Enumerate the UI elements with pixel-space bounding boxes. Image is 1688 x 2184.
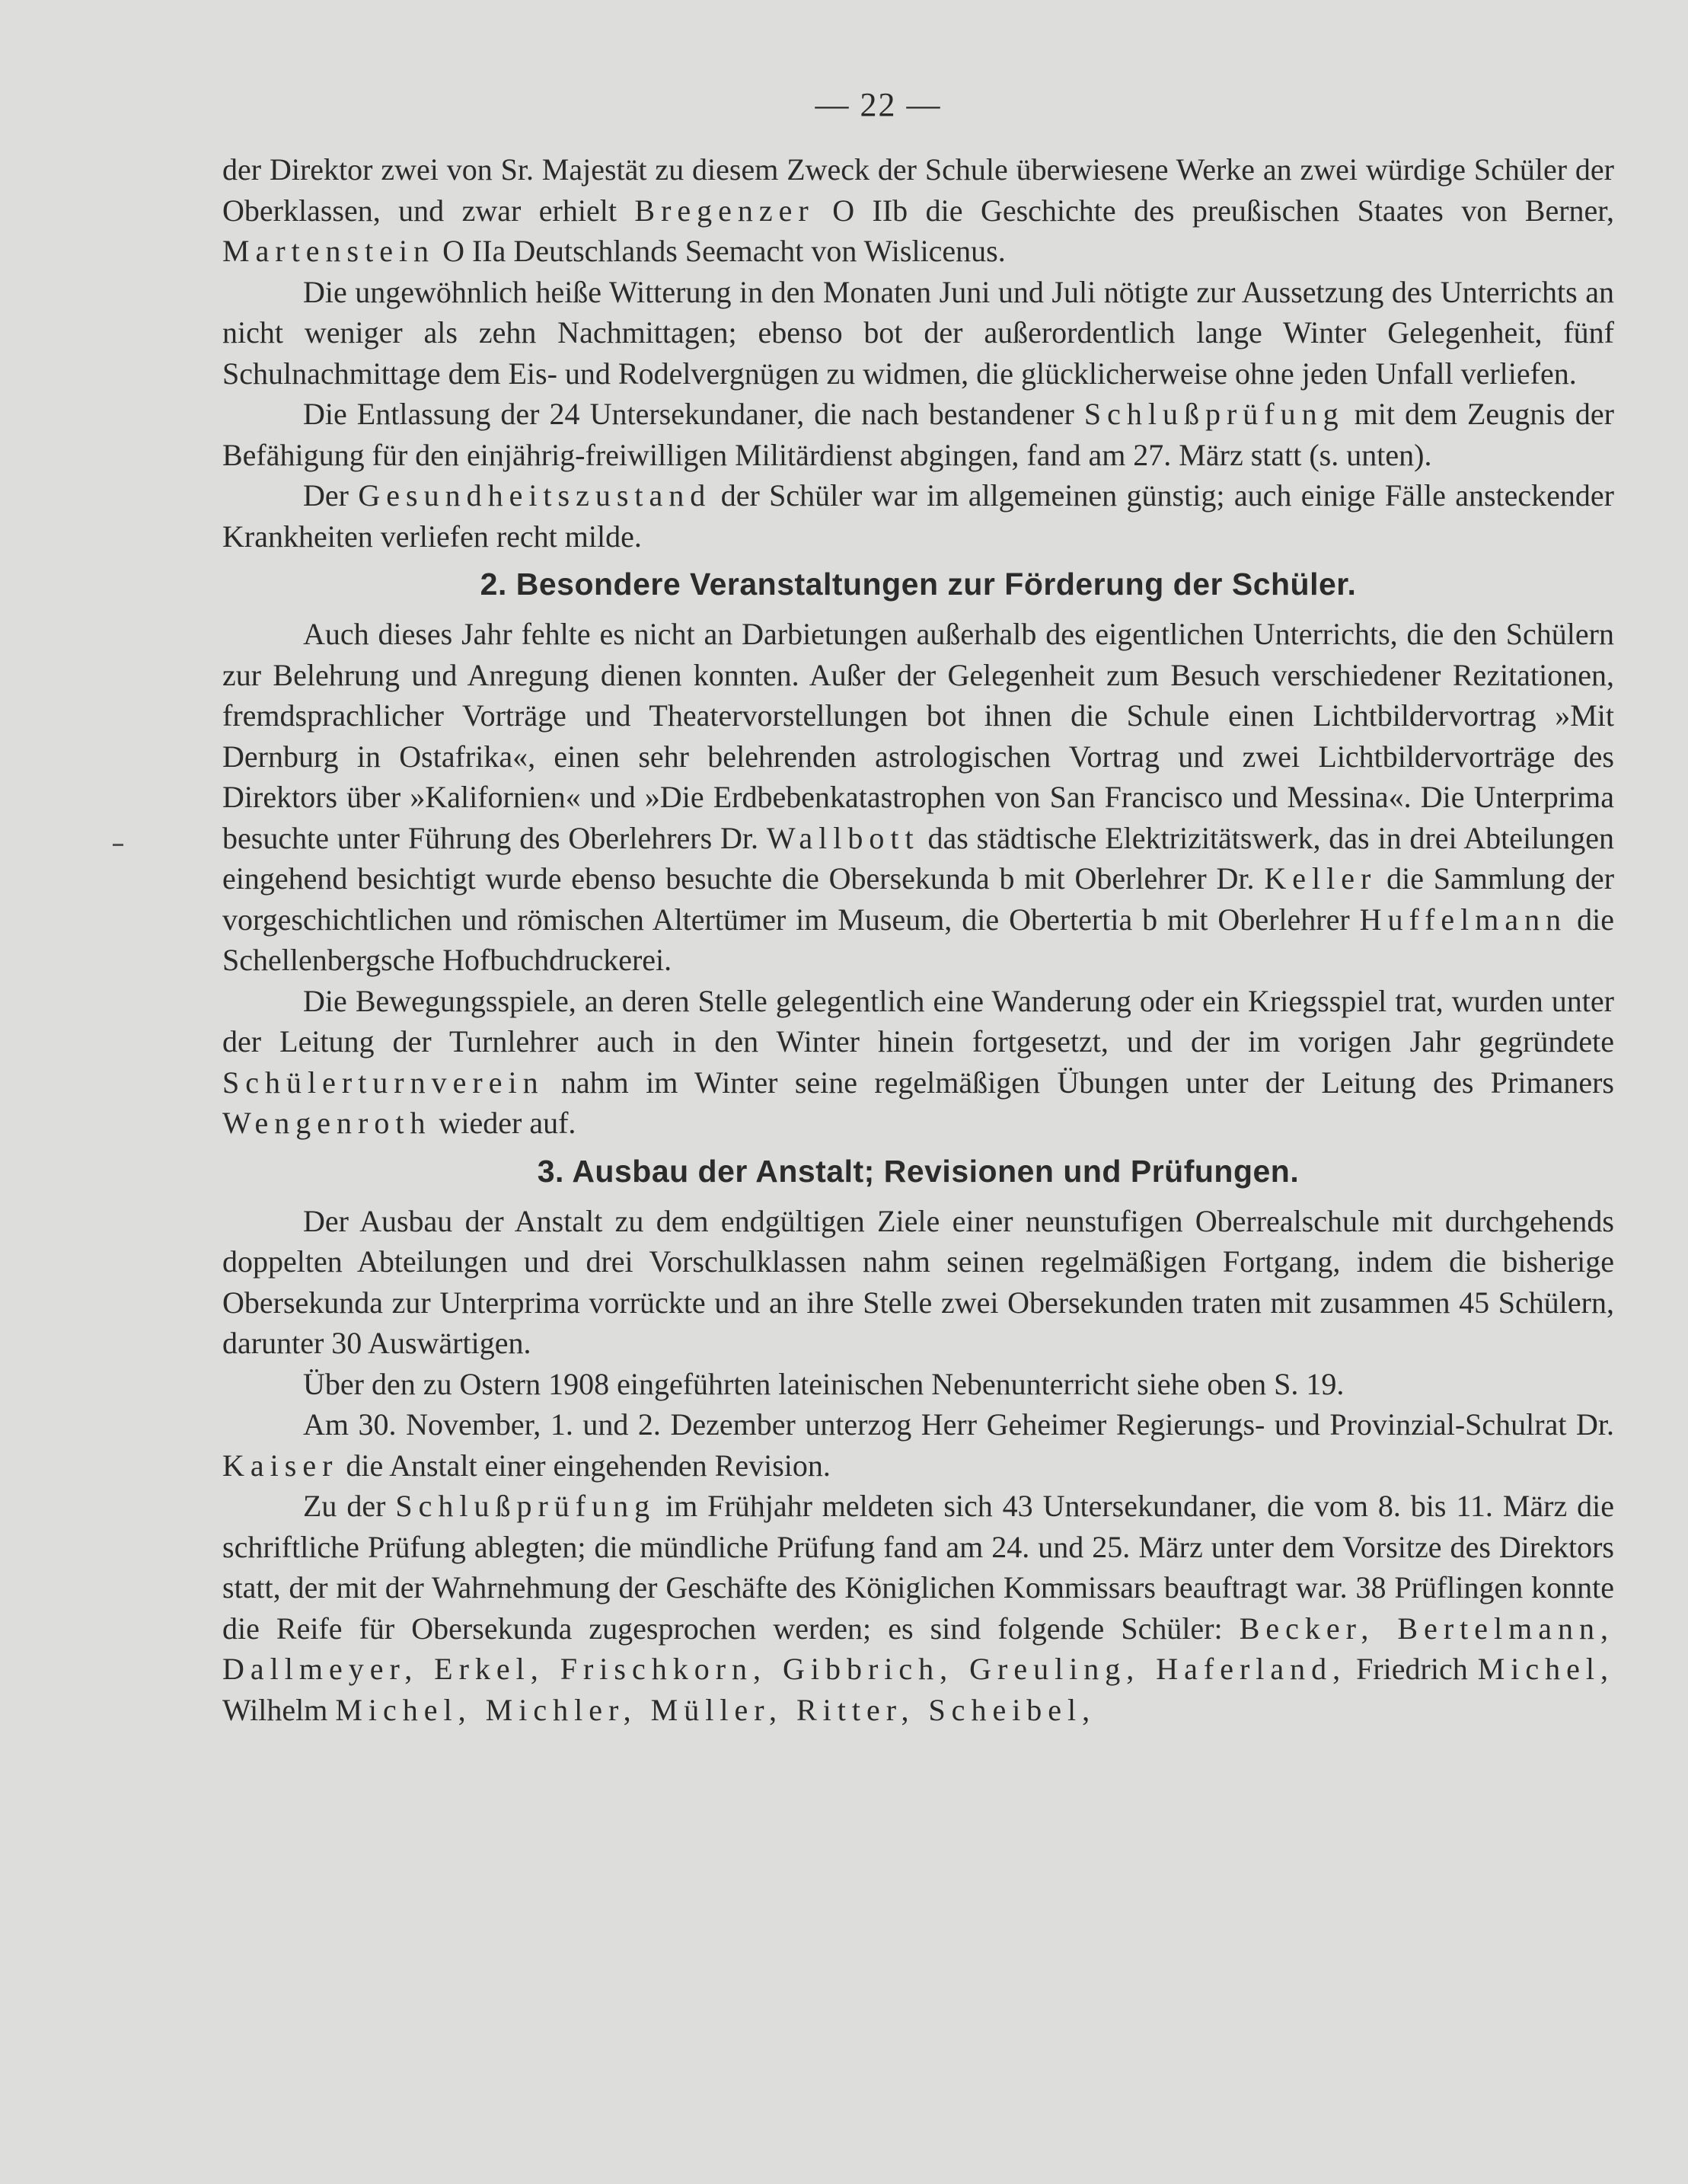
spaced-name: Kaiser — [222, 1448, 339, 1483]
spaced-name: Keller — [1264, 861, 1377, 896]
section-3-heading: 3. Ausbau der Anstalt; Revisionen und Prüfungen. — [537, 1153, 1300, 1189]
page-content — [222, 149, 1614, 1730]
text-run: die Sammlung der vorgeschichtlichen und römischen Altertümer im Museum, die Obertertia b mit Oberlehrer — [222, 861, 1615, 937]
paragraph — [222, 1201, 1614, 1364]
text-run: die Schellenbergsche Hofbuchdruckerei. — [222, 902, 1614, 977]
text-run: O IIb die Geschichte des preußischen Staates von Berner, — [814, 193, 1614, 228]
margin-mark — [113, 844, 123, 846]
section-2-heading: 2. Besondere Veranstaltungen zur Förderung der Schüler. — [480, 567, 1357, 602]
text-run: nahm im Winter seine regelmäßigen Übungen unter der Leitung des Primaners — [544, 1065, 1614, 1100]
text-run: mit dem Zeugnis der Befähigung für den einjährig-freiwilligen Militärdienst abgingen, fand am 27. März statt (s. unten). — [222, 397, 1615, 472]
text-run: Die Bewegungsspiele, an deren Stelle gelegentlich eine Wanderung oder ein Kriegsspiel trat, wurden unter der Leitung der Turnlehrer auch in den Winter hinein fortgesetzt, und der im vorigen Jahr gegründete — [222, 983, 1614, 1058]
paragraph — [222, 614, 1614, 981]
text-run: Auch dieses Jahr fehlte es nicht an Darbietungen außerhalb des eigentlichen Unterrichts, die den Schülern zur Belehrung und Anregung dienen konnten. Außer der Gelegenheit zum Besuch verschiedener Rezitationen, fremdsprachlicher Vorträge und Theatervorstellungen bot ihnen die Schule einen Lichtbildervortrag »Mit Dernburg in Ostafrika«, einen sehr belehrenden astrologischen Vortrag und zwei Lichtbildervorträge des Direktors über »Kalifornien« und »Die Erdbebenkatastrophen von San Francisco und Messina«. Die Unterprima besuchte unter Führung des Oberlehrers Dr. — [222, 617, 1614, 855]
spaced-name: Schlußprüfung — [1083, 397, 1345, 431]
spaced-name: Huffelmann — [1359, 902, 1568, 937]
section-3-body — [222, 1201, 1614, 1731]
paragraph — [222, 981, 1614, 1144]
paragraph — [222, 1364, 1614, 1405]
section-2-body — [222, 614, 1614, 1144]
spaced-name: Michel, — [1477, 1652, 1614, 1686]
text-run: Der — [303, 478, 359, 512]
text-run: Wilhelm — [222, 1692, 336, 1727]
text-run: O IIa Deutschlands Seemacht von Wislicenus. — [435, 234, 1006, 268]
paragraph — [222, 1486, 1614, 1730]
spaced-name: Martenstein — [222, 234, 436, 268]
text-run: im Frühjahr meldeten sich 43 Untersekundaner, die vom 8. bis 11. März die schriftliche Prüfung ablegten; die mündliche Prüfung fand am 24. und 25. März unter dem Vorsitze des Direktors statt, der mit der Wahrnehmung der Geschäfte des Königlichen Kommissars beauftragt war. 38 Prüflingen konnte die Reife für Obersekunda zugesprochen werden; es sind folgende Schüler: — [222, 1489, 1614, 1646]
spaced-name: Wallbott — [766, 820, 920, 855]
text-run: Die ungewöhnlich heiße Witterung in den Monaten Juni und Juli nötigte zur Aussetzung des Unterrichts an nicht weniger als zehn Nachmittagen; ebenso bot der außerordentlich lange Winter Gelegenheit, fünf Schulnachmittage dem Eis- und Rodelvergnügen zu widmen, die glücklicherweise ohne jeden Unfall verliefen. — [222, 274, 1614, 391]
spaced-name: Gesundheitszustand — [358, 478, 712, 512]
text-run: Am 30. November, 1. und 2. Dezember unterzog Herr Geheimer Regierungs- und Provinzial-Schulrat Dr. — [303, 1407, 1614, 1442]
spaced-name: Bregenzer — [634, 193, 815, 228]
text-run: Der Ausbau der Anstalt zu dem endgültigen Ziele einer neunstufigen Oberrealschule mit durchgehends doppelten Abteilungen und drei Vorschulklassen nahm seinen regelmäßigen Fortgang, indem die bisherige Obersekunda zur Unterprima vorrückte und an ihre Stelle zwei Obersekunden traten mit zusammen 45 Schülern, darunter 30 Auswärtigen. — [222, 1203, 1614, 1360]
text-run: wieder auf. — [431, 1106, 576, 1140]
text-run: Friedrich — [1346, 1652, 1478, 1686]
spaced-name: Schülerturnverein — [222, 1065, 544, 1100]
text-run: Über den zu Ostern 1908 eingeführten lateinischen Nebenunterricht siehe oben S. 19. — [303, 1366, 1345, 1401]
spaced-name: Becker, Bertelmann, Dallmeyer, Erkel, Frischkorn, Gibbrich, Greuling, Haferland, — [222, 1611, 1615, 1686]
text-run: das städtische Elektrizitätswerk, das in drei Abteilungen eingehend besichtigt wurde ebenso besuchte die Obersekunda b mit Oberlehrer Dr. — [222, 820, 1614, 896]
text-run: Die Entlassung der 24 Untersekundaner, die nach bestandener — [303, 397, 1084, 431]
paragraph — [222, 1404, 1614, 1486]
paragraph — [222, 394, 1614, 475]
spaced-name: Michel, Michler, Müller, Ritter, Scheibel, — [335, 1692, 1096, 1727]
paragraph — [222, 475, 1614, 557]
text-run: der Schüler war im allgemeinen günstig; auch einige Fälle ansteckender Krankheiten verliefen recht milde. — [222, 478, 1614, 554]
text-run: der Direktor zwei von Sr. Majestät zu diesem Zweck der Schule überwiesene Werke an zwei würdige Schüler der Oberklassen, und zwar erhielt — [222, 152, 1614, 228]
page-number: — 22 — — [815, 86, 942, 123]
paragraph — [222, 272, 1614, 394]
text-run: die Anstalt einer eingehenden Revision. — [338, 1448, 831, 1483]
spaced-name: Schlußprüfung — [395, 1489, 656, 1523]
intro-paragraphs — [222, 149, 1614, 557]
text-run: Zu der — [303, 1489, 396, 1523]
paragraph — [222, 149, 1614, 272]
spaced-name: Wengenroth — [222, 1106, 432, 1140]
